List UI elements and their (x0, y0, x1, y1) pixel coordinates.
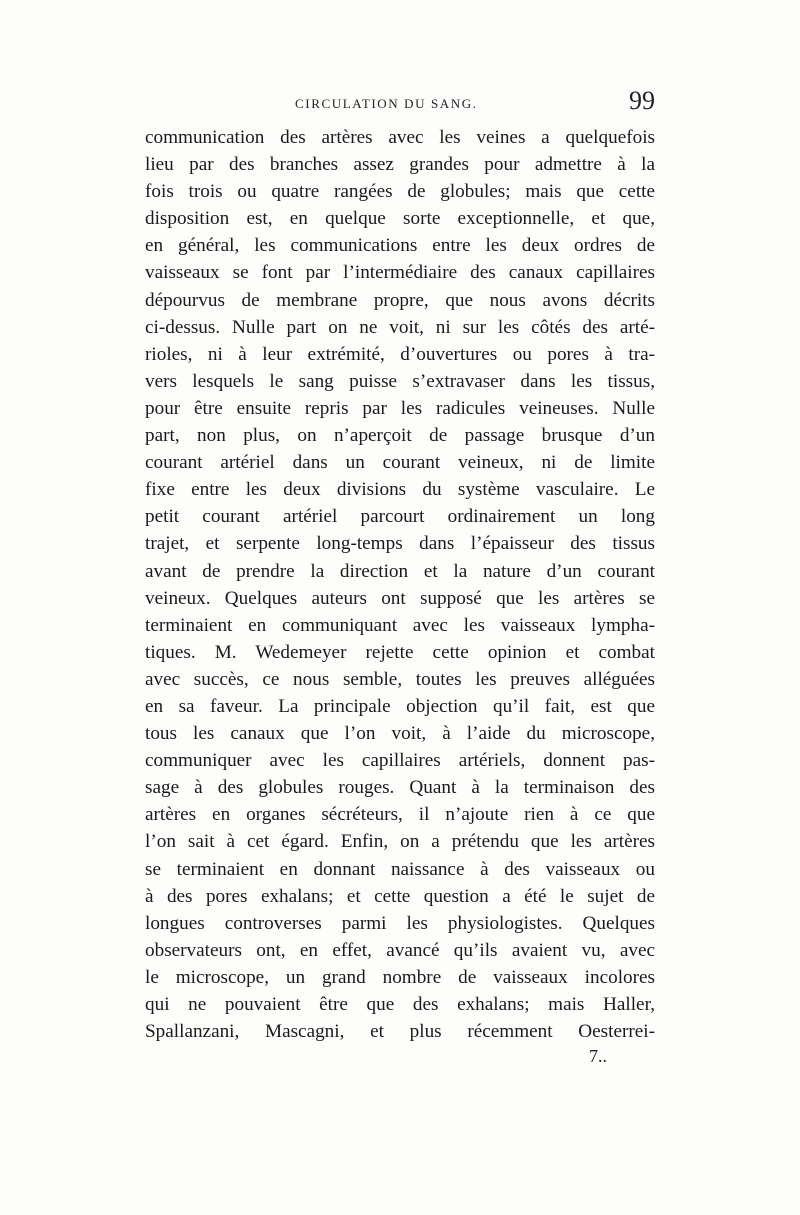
text-line: se terminaient en donnant naissance à des vaisseaux ou (145, 858, 655, 880)
text-line: communication des artères avec les veines a quelquefois (145, 127, 655, 148)
text-line: ci-dessus. Nulle part on ne voit, ni sur les côtés des arté- (145, 316, 655, 338)
text-line: lieu par des branches assez grandes pour admettre à la (145, 154, 655, 176)
text-line: le microscope, un grand nombre de vaisseaux incolores (145, 966, 655, 988)
text-line: pour être ensuite repris par les radicules veineuses. Nulle (145, 397, 655, 419)
text-line: en sa faveur. La principale objection qu’il fait, est que (145, 695, 655, 717)
text-line: fixe entre les deux divisions du système vasculaire. Le (145, 479, 655, 501)
text-line: tous les canaux que l’on voit, à l’aide du microscope, (145, 723, 655, 745)
text-line: disposition est, en quelque sorte exceptionnelle, et que, (145, 208, 655, 230)
text-line: rioles, ni à leur extrémité, d’ouvertures ou pores à tra- (145, 343, 655, 365)
text-line: trajet, et serpente long-temps dans l’épaisseur des tissus (145, 533, 655, 555)
page-number: 99 (629, 86, 655, 115)
text-line: en général, les communications entre les deux ordres de (145, 235, 655, 257)
running-title: CIRCULATION DU SANG. (295, 96, 478, 111)
running-head (145, 86, 655, 122)
body-text (145, 124, 655, 1045)
text-line: communiquer avec les capillaires artériels, donnent pas- (145, 750, 655, 772)
text-line: terminaient en communiquant avec les vaisseaux lympha- (145, 614, 655, 636)
text-line: tiques. M. Wedemeyer rejette cette opinion et combat (145, 641, 655, 663)
text-line: avec succès, ce nous semble, toutes les preuves alléguées (145, 668, 655, 690)
text-line: part, non plus, on n’aperçoit de passage brusque d’un (145, 425, 655, 447)
text-line: observateurs ont, en effet, avancé qu’ils avaient vu, avec (145, 939, 655, 961)
text-line: sage à des globules rouges. Quant à la terminaison des (145, 777, 655, 799)
text-line: veineux. Quelques auteurs ont supposé que les artères se (145, 587, 655, 609)
text-line: courant artériel dans un courant veineux, ni de limite (145, 452, 655, 474)
text-line: fois trois ou quatre rangées de globules; mais que cette (145, 181, 655, 203)
text-line: avant de prendre la direction et la nature d’un courant (145, 560, 655, 582)
text-line: petit courant artériel parcourt ordinairement un long (145, 506, 655, 528)
text-line: Spallanzani, Mascagni, et plus récemment Oesterrei- (145, 1021, 655, 1043)
text-line: l’on sait à cet égard. Enfin, on a prétendu que les artères (145, 831, 655, 853)
signature-mark: 7.. (589, 1046, 607, 1066)
text-line: à des pores exhalans; et cette question a été le sujet de (145, 885, 655, 907)
text-line: dépourvus de membrane propre, que nous avons décrits (145, 289, 655, 311)
text-line: qui ne pouvaient être que des exhalans; mais Haller, (145, 994, 655, 1015)
text-line: artères en organes sécréteurs, il n’ajoute rien à ce que (145, 804, 655, 826)
text-line: vaisseaux se font par l’intermédiaire des canaux capillaires (145, 262, 655, 284)
text-line: vers lesquels le sang puisse s’extravaser dans les tissus, (145, 370, 655, 392)
text-line: longues controverses parmi les physiologistes. Quelques (145, 912, 655, 934)
